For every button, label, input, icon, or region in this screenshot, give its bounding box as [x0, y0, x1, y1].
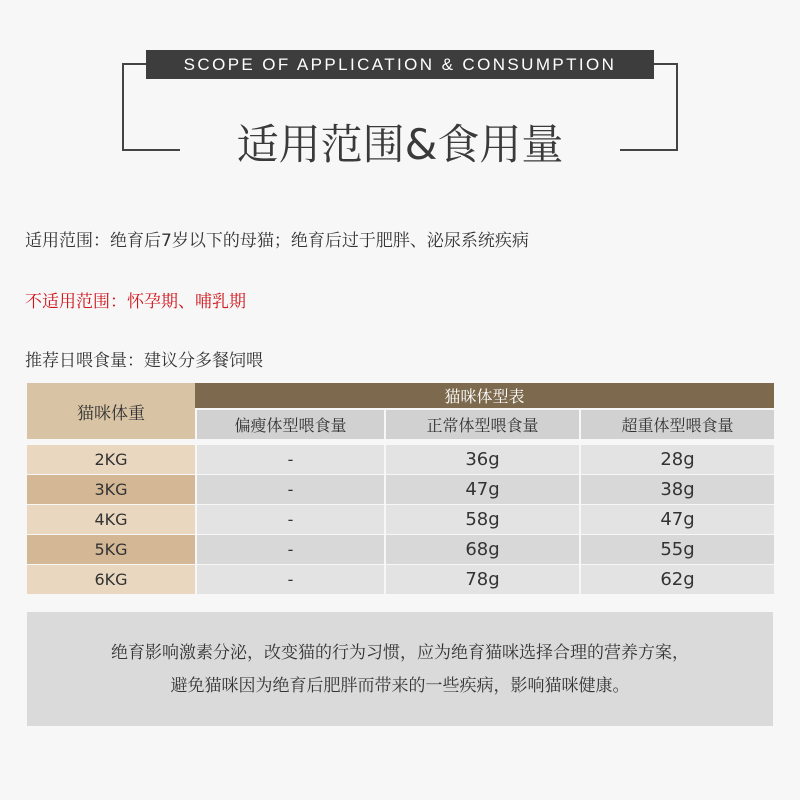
page-title: 适用范围&食用量 — [180, 110, 620, 180]
weight-cell: 4KG — [27, 505, 195, 534]
unsuitable-range-text: 不适用范围：怀孕期、哺乳期 — [25, 292, 246, 312]
table-row — [27, 565, 774, 594]
table-row — [27, 535, 774, 564]
thin-cell: - — [197, 535, 384, 564]
table-row — [27, 505, 774, 534]
thin-cell: - — [197, 565, 384, 594]
weight-cell: 6KG — [27, 565, 195, 594]
weight-cell: 3KG — [27, 475, 195, 504]
weight-cell: 5KG — [27, 535, 195, 564]
overweight-cell: 28g — [581, 445, 774, 474]
feeding-table — [27, 383, 774, 594]
normal-feeding-header: 正常体型喂食量 — [386, 410, 579, 439]
normal-cell: 47g — [386, 475, 579, 504]
advice-note-line: 绝育影响激素分泌，改变猫的行为习惯，应为绝育猫咪选择合理的营养方案， — [111, 643, 689, 663]
normal-cell: 58g — [386, 505, 579, 534]
recommended-feeding-text: 推荐日喂食量：建议分多餐饲喂 — [25, 351, 263, 371]
overweight-cell: 47g — [581, 505, 774, 534]
suitable-range-text: 适用范围：绝育后7岁以下的母猫；绝育后过于肥胖、泌尿系统疾病 — [25, 231, 529, 251]
advice-note-box — [27, 612, 773, 726]
thin-cell: - — [197, 445, 384, 474]
overweight-cell: 55g — [581, 535, 774, 564]
weight-column-header: 猫咪体重 — [27, 383, 195, 439]
thin-feeding-header: 偏瘦体型喂食量 — [197, 410, 384, 439]
advice-note-line: 避免猫咪因为绝育后肥胖而带来的一些疾病，影响猫咪健康。 — [170, 676, 630, 696]
thin-cell: - — [197, 505, 384, 534]
overweight-feeding-header: 超重体型喂食量 — [581, 410, 774, 439]
weight-cell: 2KG — [27, 445, 195, 474]
normal-cell: 36g — [386, 445, 579, 474]
thin-cell: - — [197, 475, 384, 504]
table-row — [27, 445, 774, 474]
header-english-label: SCOPE OF APPLICATION & CONSUMPTION — [146, 50, 654, 79]
table-row — [27, 475, 774, 504]
overweight-cell: 38g — [581, 475, 774, 504]
normal-cell: 68g — [386, 535, 579, 564]
normal-cell: 78g — [386, 565, 579, 594]
body-type-band-header: 猫咪体型表 — [195, 383, 774, 408]
overweight-cell: 62g — [581, 565, 774, 594]
